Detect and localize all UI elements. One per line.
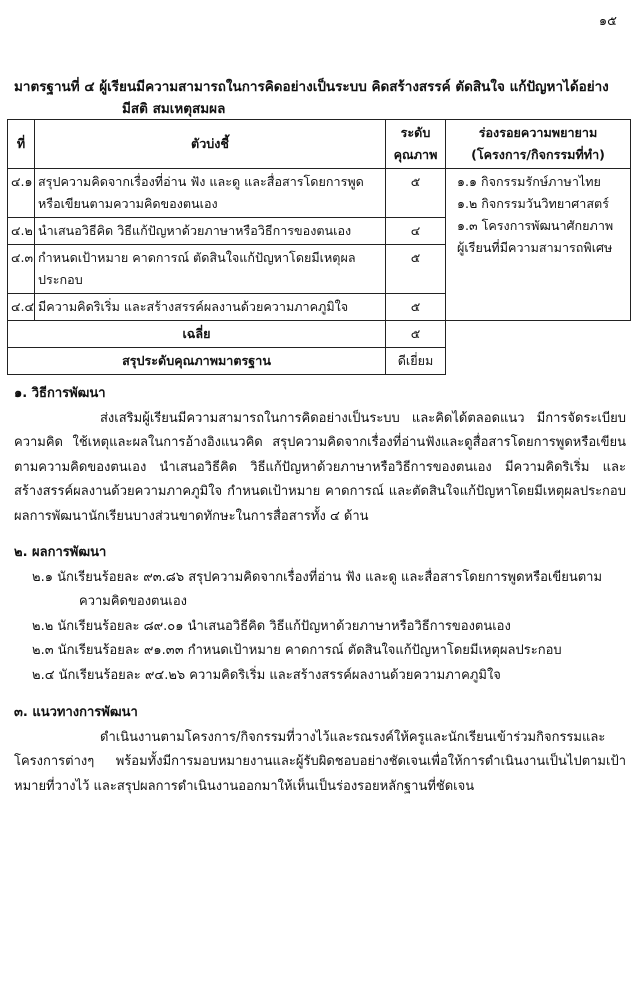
summary-row [8,348,631,375]
page-number: ๑๕ [598,14,617,29]
section-heading: ๒. ผลการพัฒนา [14,545,107,560]
activity-item: ผู้เรียนที่มีความสามารถพิเศษ [457,240,613,255]
average-label: เฉลี่ย [8,321,386,348]
section-heading: ๓. แนวทางการพัฒนา [14,705,138,720]
activity-item: ๑.๒ กิจกรรมวันวิทยาศาสตร์ [457,196,609,211]
row-level: ๕ [386,169,446,218]
evidence-cell [446,169,631,321]
header-evidence [446,120,631,169]
section-body: ดำเนินงานตามโครงการ/กิจกรรมที่วางไว้และรณรงค์ให้ครูและนักเรียนเข้าร่วมกิจกรรมและโครงการต่างๆ พร้อมทั้งมีการมอบหมายงานและผู้รับผิดชอบอย่างชัดเจนเพื่อให้การดำเนินงานเป็นไปตามเป้าหมายที่วางไว้ และสรุปผลการดำเนินงานออกมาให้เห็นเป็นร่องรอยหลักฐานที่ชัดเจน [14,729,626,794]
header-level [386,120,446,169]
row-level: ๔ [386,218,446,245]
summary-value: ดีเยี่ยม [386,348,446,375]
result-item: ๒.๒ นักเรียนร้อยละ ๘๙.๐๑ นำเสนอวิธีคิด วิธีแก้ปัญหาด้วยภาษาหรือวิธีการของตนเอง [32,618,511,634]
row-indicator [35,169,386,218]
header-evidence-line2: (โครงการ/กิจกรรมที่ทำ) [471,147,605,162]
average-value: ๕ [386,321,446,348]
result-line1: ๒.๑ นักเรียนร้อยละ ๙๓.๘๖ สรุปความคิดจากเรื่องที่อ่าน ฟัง และดู และสื่อสารโดยการพูดหรือเขียนตาม [32,569,603,585]
row-indicator [35,245,386,294]
header-indicator: ตัวบ่งชี้ [35,120,386,169]
section-development-guidelines [14,701,626,799]
result-line2: ความคิดของตนเอง [79,594,187,609]
section-development-results [14,541,626,688]
row-indicator-line1: กำหนดเป้าหมาย คาดการณ์ ตัดสินใจแก้ปัญหาโดยมีเหตุผล [38,250,356,265]
section-body: ส่งเสริมผู้เรียนมีความสามารถในการคิดอย่างเป็นระบบ และคิดได้ตลอดแนว มีการจัดระเบียบความคิด ใช้เหตุและผลในการอ้างอิงแนวคิด สรุปความคิดจากเรื่องที่อ่านฟังและดูสื่อสารโดยการพูดหรือเขียนตามความคิดของตนเอง นำเสนอวิธีคิด วิธีแก้ปัญหาด้วยภาษาหรือวิธีการของตนเอง มีความคิดริเริ่ม และสร้างสรรค์ผลงานด้วยความภาคภูมิใจ กำหนดเป้าหมาย คาดการณ์ และตัดสินใจแก้ปัญหาโดยมีเหตุผลประกอบผลการพัฒนานักเรียนบางส่วนขาดทักษะในการสื่อสารทั้ง ๔ ด้าน [14,410,626,524]
row-indicator-line2: ประกอบ [38,272,83,287]
section-heading: ๑. วิธีการพัฒนา [14,386,106,401]
standard-title-line2: มีสติ สมเหตุสมผล [122,101,226,117]
result-item [14,566,626,615]
standard-title [14,76,629,120]
section-development-method [14,382,626,529]
row-number: ๔.๑ [8,169,35,218]
row-number: ๔.๓ [8,245,35,294]
header-level-line2: คุณภาพ [393,147,438,162]
header-level-line1: ระดับ [400,125,431,140]
row-level: ๕ [386,245,446,294]
table-header-row [8,120,631,169]
result-item: ๒.๓ นักเรียนร้อยละ ๙๑.๓๓ กำหนดเป้าหมาย คาดการณ์ ตัดสินใจแก้ปัญหาโดยมีเหตุผลประกอบ [32,643,562,658]
average-row [8,321,631,348]
activity-item: ๑.๑ กิจกรรมรักษ์ภาษาไทย [457,174,601,189]
standard-title-line1: มาตรฐานที่ ๔ ผู้เรียนมีความสามารถในการคิดอย่างเป็นระบบ คิดสร้างสรรค์ ตัดสินใจ แก้ปัญหาได้อย่าง [14,79,609,95]
summary-label: สรุประดับคุณภาพมาตรฐาน [8,348,386,375]
header-no: ที่ [8,120,35,169]
row-indicator-line2: หรือเขียนตามความคิดของตนเอง [38,196,218,211]
row-indicator: นำเสนอวิธีคิด วิธีแก้ปัญหาด้วยภาษาหรือวิธีการของตนเอง [35,218,386,245]
activity-item: ๑.๓ โครงการพัฒนาศักยภาพ [457,218,614,233]
row-number: ๔.๔ [8,294,35,321]
header-evidence-line1: ร่องรอยความพยายาม [478,125,598,140]
row-indicator: มีความคิดริเริ่ม และสร้างสรรค์ผลงานด้วยความภาคภูมิใจ [35,294,386,321]
row-indicator-line1: สรุปความคิดจากเรื่องที่อ่าน ฟัง และดู และสื่อสารโดยการพูด [38,174,364,189]
table-row [8,169,631,218]
row-level: ๕ [386,294,446,321]
indicator-table [7,119,631,375]
result-item: ๒.๔ นักเรียนร้อยละ ๙๔.๒๖ ความคิดริเริ่ม และสร้างสรรค์ผลงานด้วยความภาคภูมิใจ [32,667,501,683]
row-number: ๔.๒ [8,218,35,245]
